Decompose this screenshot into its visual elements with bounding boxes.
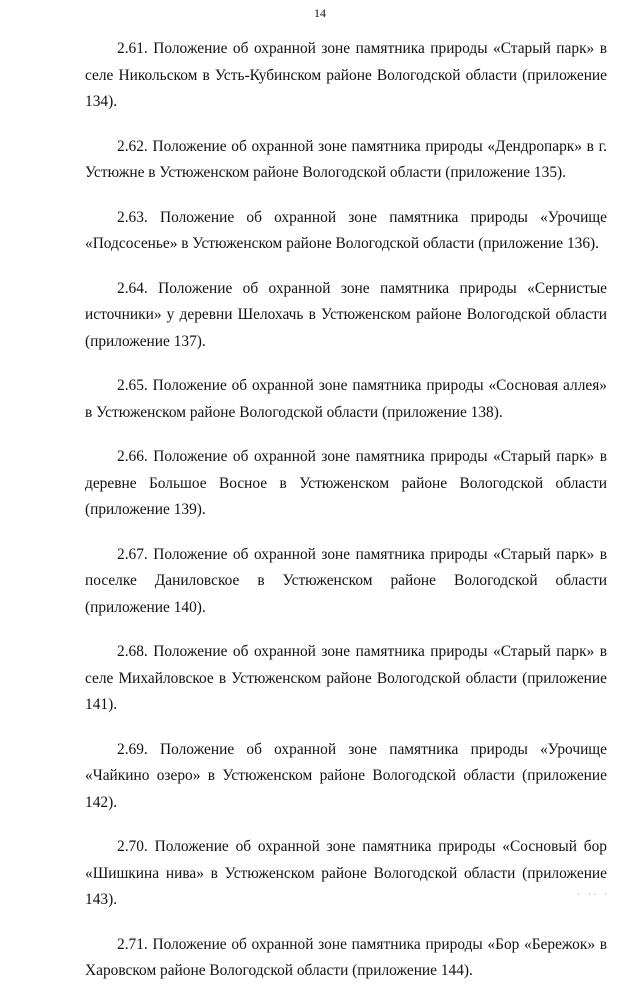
- paragraph-2-67: 2.67. Положение об охранной зоне памятника природы «Старый парк» в поселке Даниловское в Устюженском районе Вологодской области (приложение 140).: [85, 545, 607, 616]
- paragraph-2-62: 2.62. Положение об охранной зоне памятника природы «Дендропарк» в г. Устюжне в Устюженском районе Вологодской области (приложение 135).: [85, 137, 607, 181]
- document-body: [85, 36, 607, 1003]
- paragraph-2-68: 2.68. Положение об охранной зоне памятника природы «Старый парк» в селе Михайловское в Устюженском районе Вологодской области (приложение 141).: [85, 643, 607, 713]
- paragraph-2-70: 2.70. Положение об охранной зоне памятника природы «Сосновый бор «Шишкина нива» в Устюженском районе Вологодской области (приложение 143).: [85, 838, 607, 908]
- scan-artifact: · ·· ·: [577, 890, 610, 899]
- page-number: 14: [314, 6, 326, 20]
- paragraph-2-71: 2.71. Положение об охранной зоне памятника природы «Бор «Бережок» в Харовском районе Вологодской области (приложение 144).: [85, 935, 607, 979]
- paragraph-2-65: 2.65. Положение об охранной зоне памятника природы «Сосновая аллея» в Устюженском районе Вологодской области (приложение 138).: [85, 377, 607, 421]
- paragraph-2-66: 2.66. Положение об охранной зоне памятника природы «Старый парк» в деревне Большое Восное в Устюженском районе Вологодской области (приложение 139).: [85, 448, 607, 518]
- paragraph-2-63: 2.63. Положение об охранной зоне памятника природы «Урочище «Подсосенье» в Устюженском районе Вологодской области (приложение 136).: [85, 208, 607, 252]
- paragraph-2-61: 2.61. Положение об охранной зоне памятника природы «Старый парк» в селе Никольском в Усть-Кубинском районе Вологодской области (приложение 134).: [85, 40, 607, 110]
- paragraph-2-69: 2.69. Положение об охранной зоне памятника природы «Урочище «Чайкино озеро» в Устюженском районе Вологодской области (приложение 142).: [85, 740, 607, 811]
- paragraph-2-64: 2.64. Положение об охранной зоне памятника природы «Сернистые источники» у деревни Шелохачь в Устюженском районе Вологодской области (приложение 137).: [85, 279, 607, 350]
